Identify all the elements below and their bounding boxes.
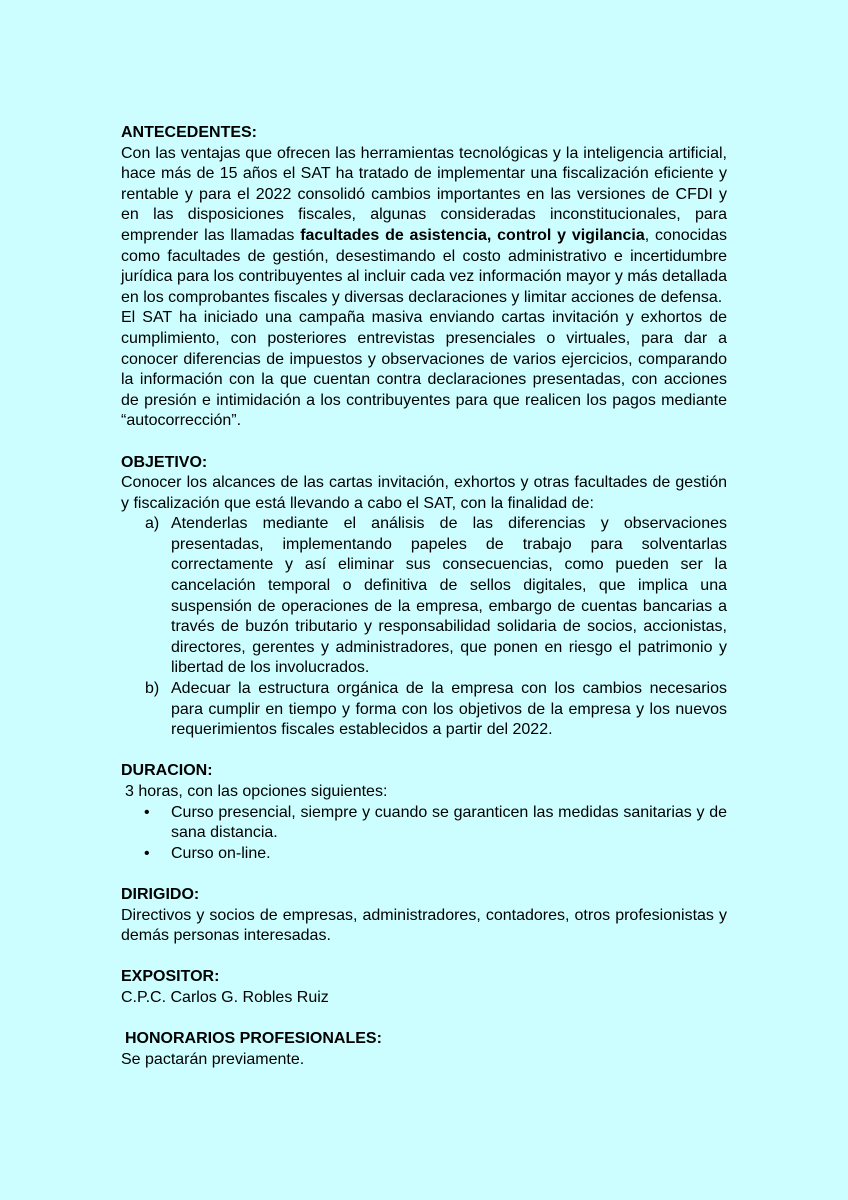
expositor-heading: EXPOSITOR:: [121, 968, 220, 986]
honorarios-text: Se pactarán previamente.: [121, 1050, 305, 1068]
spacer: [121, 432, 727, 453]
objetivo-heading: OBJETIVO:: [121, 453, 208, 471]
spacer: [121, 741, 727, 762]
list-marker: b): [145, 680, 160, 698]
list-item: [144, 844, 727, 865]
list-item-text: Atenderlas mediante el análisis de las diferencias y observaciones presentadas, implementando papeles de trabajo para solventarlas correctamente y así eliminar sus consecuencias, como pueden ser la cancelación temporal o definitiva de sellos digitales, que implica una suspensión de operaciones de la empresa, embargo de cuentas bancarias a través de buzón tributario y responsabilidad solidaria de socios, accionistas, directores, gerentes y administradores, que ponen en riesgo el patrimonio y libertad de los involucrados.: [171, 515, 727, 677]
list-item-text: Adecuar la estructura orgánica de la empresa con los cambios necesarios para cumplir en tiempo y forma con los objetivos de la empresa y los nuevos requerimientos fiscales establecidos a partir del 2022.: [171, 680, 727, 739]
bullet-icon: •: [144, 803, 150, 821]
duracion-heading: DURACION:: [121, 762, 213, 780]
list-item-text: Curso presencial, siempre y cuando se garanticen las medidas sanitarias y de sana distancia.: [171, 803, 727, 842]
list-item: [144, 803, 727, 844]
antecedentes-p1-bold: facultades de asistencia, control y vigilancia: [300, 226, 645, 244]
antecedentes-paragraph-1: [121, 144, 727, 309]
list-marker: a): [145, 515, 160, 533]
section-antecedentes: [121, 123, 727, 432]
dirigido-text: Directivos y socios de empresas, administradores, contadores, otros profesionistas y demás personas interesadas.: [121, 906, 727, 945]
list-item: [145, 679, 727, 741]
objetivo-list: [121, 514, 727, 741]
duracion-list: [121, 803, 727, 865]
section-duracion: [121, 761, 727, 864]
honorarios-heading: HONORARIOS PROFESIONALES:: [125, 1030, 382, 1048]
antecedentes-p1-text-b: , conocidas como facultades de gestión, desestimando el costo administrativo e incertidumbre jurídica para los contribuyentes al incluir cada vez información mayor y más detallada en los comprobantes fiscales y diversas declaraciones y limitar acciones de defensa.: [121, 226, 727, 306]
list-item: [145, 514, 727, 679]
objetivo-intro: Conocer los alcances de las cartas invitación, exhortos y otras facultades de gestión y fiscalización que está llevando a cabo el SAT, con la finalidad de:: [121, 474, 727, 512]
section-expositor: [121, 967, 727, 1008]
spacer: [121, 1009, 727, 1030]
antecedentes-p1-text-a: Con las ventajas que ofrecen las herramientas tecnológicas y la inteligencia artificial, hace más de 15 años el SAT ha tratado de implementar una fiscalización eficiente y rentable y para el 2022 consolidó cambios importantes en las versiones de CFDI y en las disposiciones fiscales, algunas consideradas inconstitucionales, para emprender las llamadas: [121, 144, 727, 244]
section-dirigido: [121, 885, 727, 947]
document-page: [121, 123, 727, 1070]
list-item-text: Curso on-line.: [171, 844, 271, 862]
expositor-text: C.P.C. Carlos G. Robles Ruiz: [121, 988, 329, 1006]
bullet-icon: •: [144, 844, 150, 862]
antecedentes-paragraph-2: El SAT ha iniciado una campaña masiva enviando cartas invitación y exhortos de cumplimiento, con posteriores entrevistas presenciales o virtuales, para dar a conocer diferencias de impuestos y observaciones de varios ejercicios, comparando la información con la que cuentan contra declaraciones presentadas, con acciones de presión e intimidación a los contribuyentes para que realicen los pagos mediante “autocorrección”.: [121, 309, 727, 430]
section-honorarios: [121, 1029, 727, 1070]
duracion-intro: 3 horas, con las opciones siguientes:: [125, 783, 388, 800]
spacer: [121, 864, 727, 885]
section-objetivo: [121, 453, 727, 741]
dirigido-heading: DIRIGIDO:: [121, 885, 200, 903]
spacer: [121, 947, 727, 968]
antecedentes-heading: ANTECEDENTES:: [121, 124, 258, 141]
